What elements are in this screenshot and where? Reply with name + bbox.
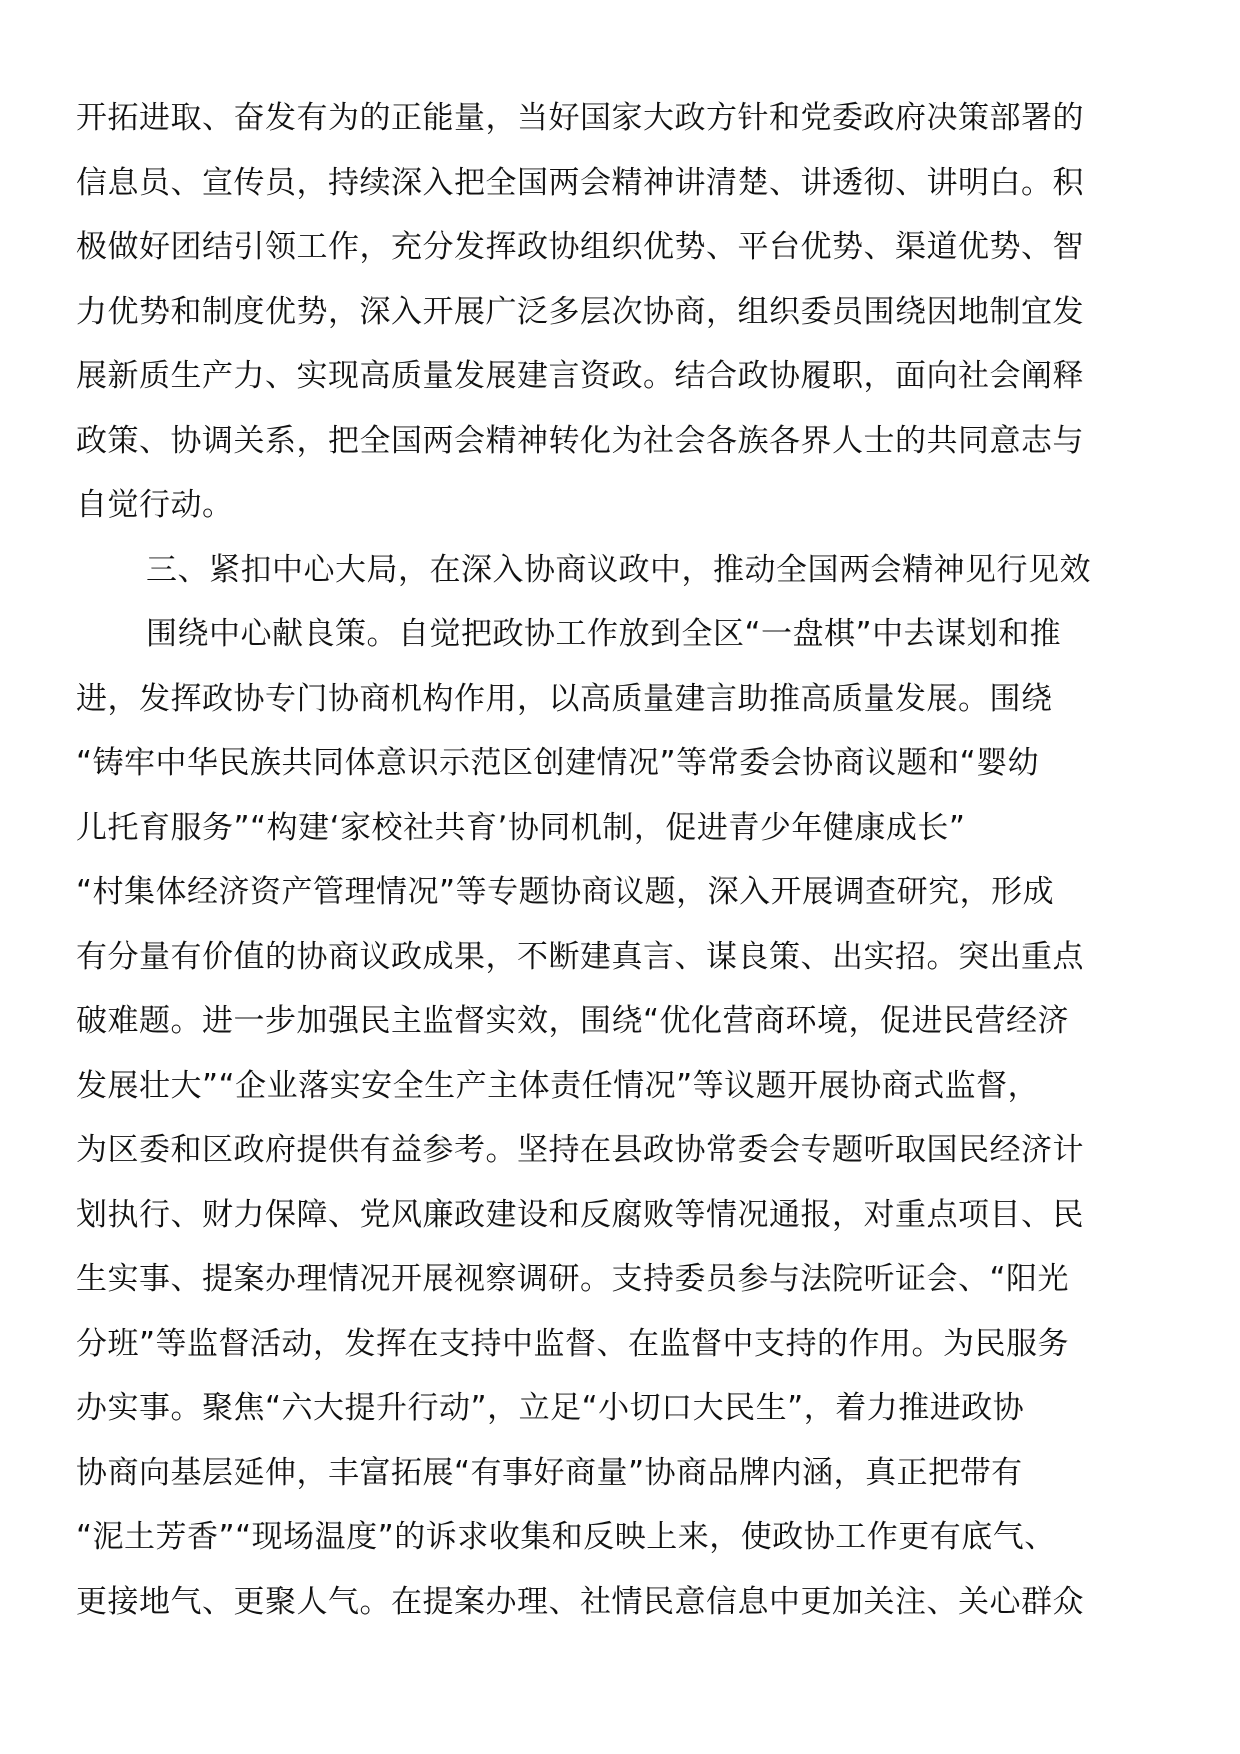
text-line: “泥土芳香”“现场温度”的诉求收集和反映上来，使政协工作更有底气、: [76, 1519, 1056, 1555]
text-line: 进，发挥政协专门协商机构作用，以高质量建言助推高质量发展。围绕: [76, 680, 1053, 717]
text-line: 破难题。进一步加强民主监督实效，围绕“优化营商环境，促进民营经济: [76, 1003, 1070, 1039]
text-line: 分班”等监督活动，发挥在支持中监督、在监督中支持的作用。为民服务: [76, 1325, 1070, 1362]
text-line: 发展壮大”“企业落实安全生产主体责任情况”等议题开展协商式监督，: [76, 1067, 1040, 1104]
text-line: 更接地气、更聚人气。在提案办理、社情民意信息中更加关注、关心群众: [76, 1583, 1084, 1620]
text-line: 自觉行动。: [76, 487, 234, 523]
text-line: 划执行、财力保障、党风廉政建设和反腐败等情况通报，对重点项目、民: [76, 1196, 1084, 1233]
text-line: 儿托育服务”“构建‘家校社共育’协同机制，促进青少年健康成长”: [76, 809, 966, 846]
text-line: 信息员、宣传员，持续深入把全国两会精神讲清楚、讲透彻、讲明白。积: [76, 164, 1084, 201]
text-line: 开拓进取、奋发有为的正能量，当好国家大政方针和党委政府决策部署的: [76, 100, 1084, 136]
text-line: 展新质生产力、实现高质量发展建言资政。结合政协履职，面向社会阐释: [76, 358, 1084, 394]
text-line: “村集体经济资产管理情况”等专题协商议题，深入开展调查研究，形成: [76, 874, 1055, 910]
text-line: 办实事。聚焦“六大提升行动”，立足“小切口大民生”，着力推进政协: [76, 1390, 1025, 1426]
text-line: 围绕中心献良策。自觉把政协工作放到全区“一盘棋”中去谋划和推: [146, 616, 1062, 652]
document-body: [76, 86, 1162, 1634]
text-line: 生实事、提案办理情况开展视察调研。支持委员参与法院听证会、“阳光: [76, 1261, 1070, 1297]
text-line: 极做好团结引领工作，充分发挥政协组织优势、平台优势、渠道优势、智: [76, 229, 1084, 265]
text-line: 有分量有价值的协商议政成果，不断建真言、谋良策、出实招。突出重点: [76, 938, 1084, 975]
text-line: “铸牢中华民族共同体意识示范区创建情况”等常委会协商议题和“婴幼: [76, 745, 1040, 781]
text-line: 协商向基层延伸，丰富拓展“有事好商量”协商品牌内涵，真正把带有: [76, 1454, 1023, 1491]
text-line: 政策、协调关系，把全国两会精神转化为社会各族各界人士的共同意志与: [76, 422, 1084, 459]
text-line: 为区委和区政府提供有益参考。坚持在县政协常委会专题听取国民经济计: [76, 1132, 1084, 1168]
section-heading: 三、紧扣中心大局，在深入协商议政中，推动全国两会精神见行见效: [146, 551, 1091, 588]
text-line: 力优势和制度优势，深入开展广泛多层次协商，组织委员围绕因地制宜发: [76, 293, 1084, 330]
